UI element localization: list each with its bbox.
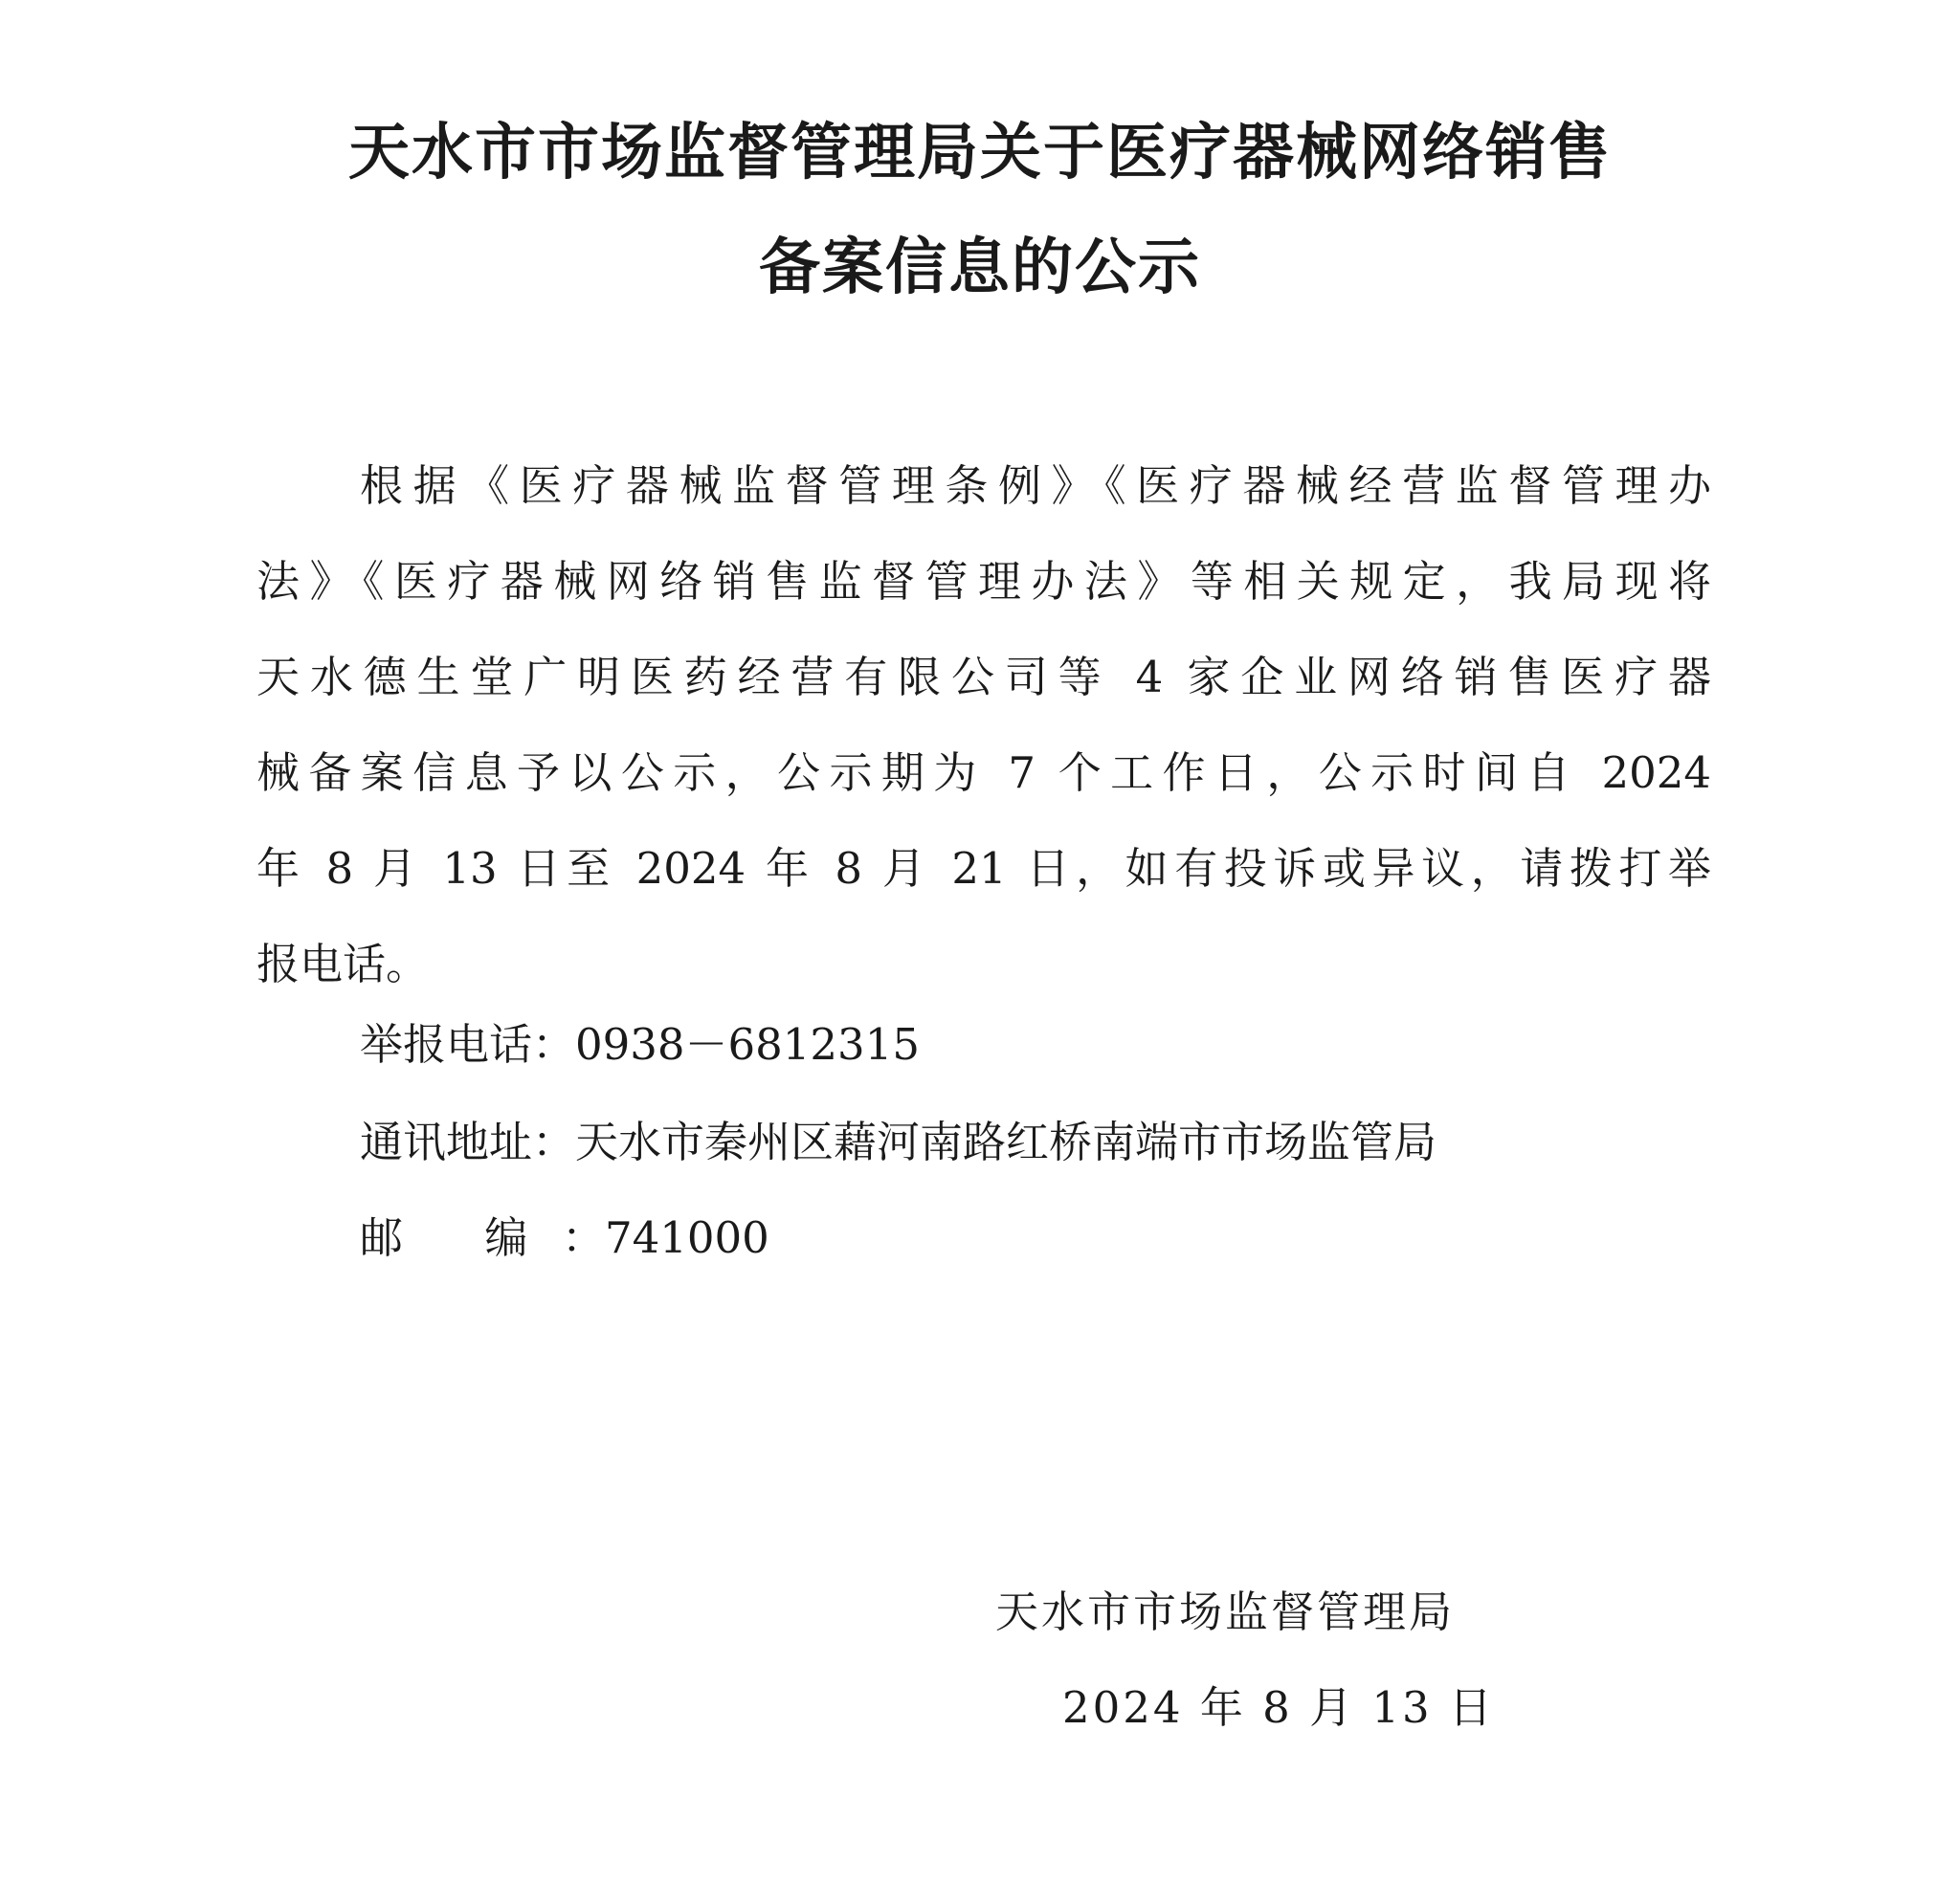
document-title xyxy=(230,96,1730,325)
body-line-3: 天水德生堂广明医药经营有限公司等 4 家企业网络销售医疗器 xyxy=(256,652,1711,702)
signature-date: 2024 年 8 月 13 日 xyxy=(1062,1682,1495,1733)
body-line-5: 年 8 月 13 日至 2024 年 8 月 21 日，如有投诉或异议，请拨打举 xyxy=(256,843,1711,894)
body-line-1: 根据《医疗器械监督管理条例》《医疗器械经营监督管理办 xyxy=(360,460,1711,511)
phone-value: 0938－6812315 xyxy=(575,1019,920,1070)
body-paragraph xyxy=(256,438,1711,1012)
body-line-4: 械备案信息予以公示，公示期为 7 个工作日，公示时间自 2024 xyxy=(256,747,1711,798)
phone-label: 举报电话： xyxy=(360,1019,576,1070)
postcode-label-char-1: 邮 xyxy=(360,1212,437,1263)
address-label: 通讯地址： xyxy=(360,1117,576,1167)
title-line-1: 天水市市场监督管理局关于医疗器械网络销售 xyxy=(348,117,1612,189)
contact-postcode xyxy=(360,1190,769,1286)
contact-address xyxy=(360,1095,1437,1190)
signature-organization: 天水市市场监督管理局 xyxy=(995,1586,1456,1637)
body-line-2: 法》《医疗器械网络销售监督管理办法》等相关规定，我局现将 xyxy=(256,556,1711,607)
postcode-label-char-2: 编： xyxy=(484,1212,605,1263)
postcode-value: 741000 xyxy=(605,1212,769,1263)
title-line-2: 备案信息的公示 xyxy=(759,232,1201,303)
postcode-label xyxy=(360,1190,605,1286)
contact-phone xyxy=(360,997,920,1093)
body-line-6: 报电话。 xyxy=(256,939,430,989)
address-value: 天水市秦州区藉河南路红桥南端市市场监管局 xyxy=(575,1117,1437,1167)
